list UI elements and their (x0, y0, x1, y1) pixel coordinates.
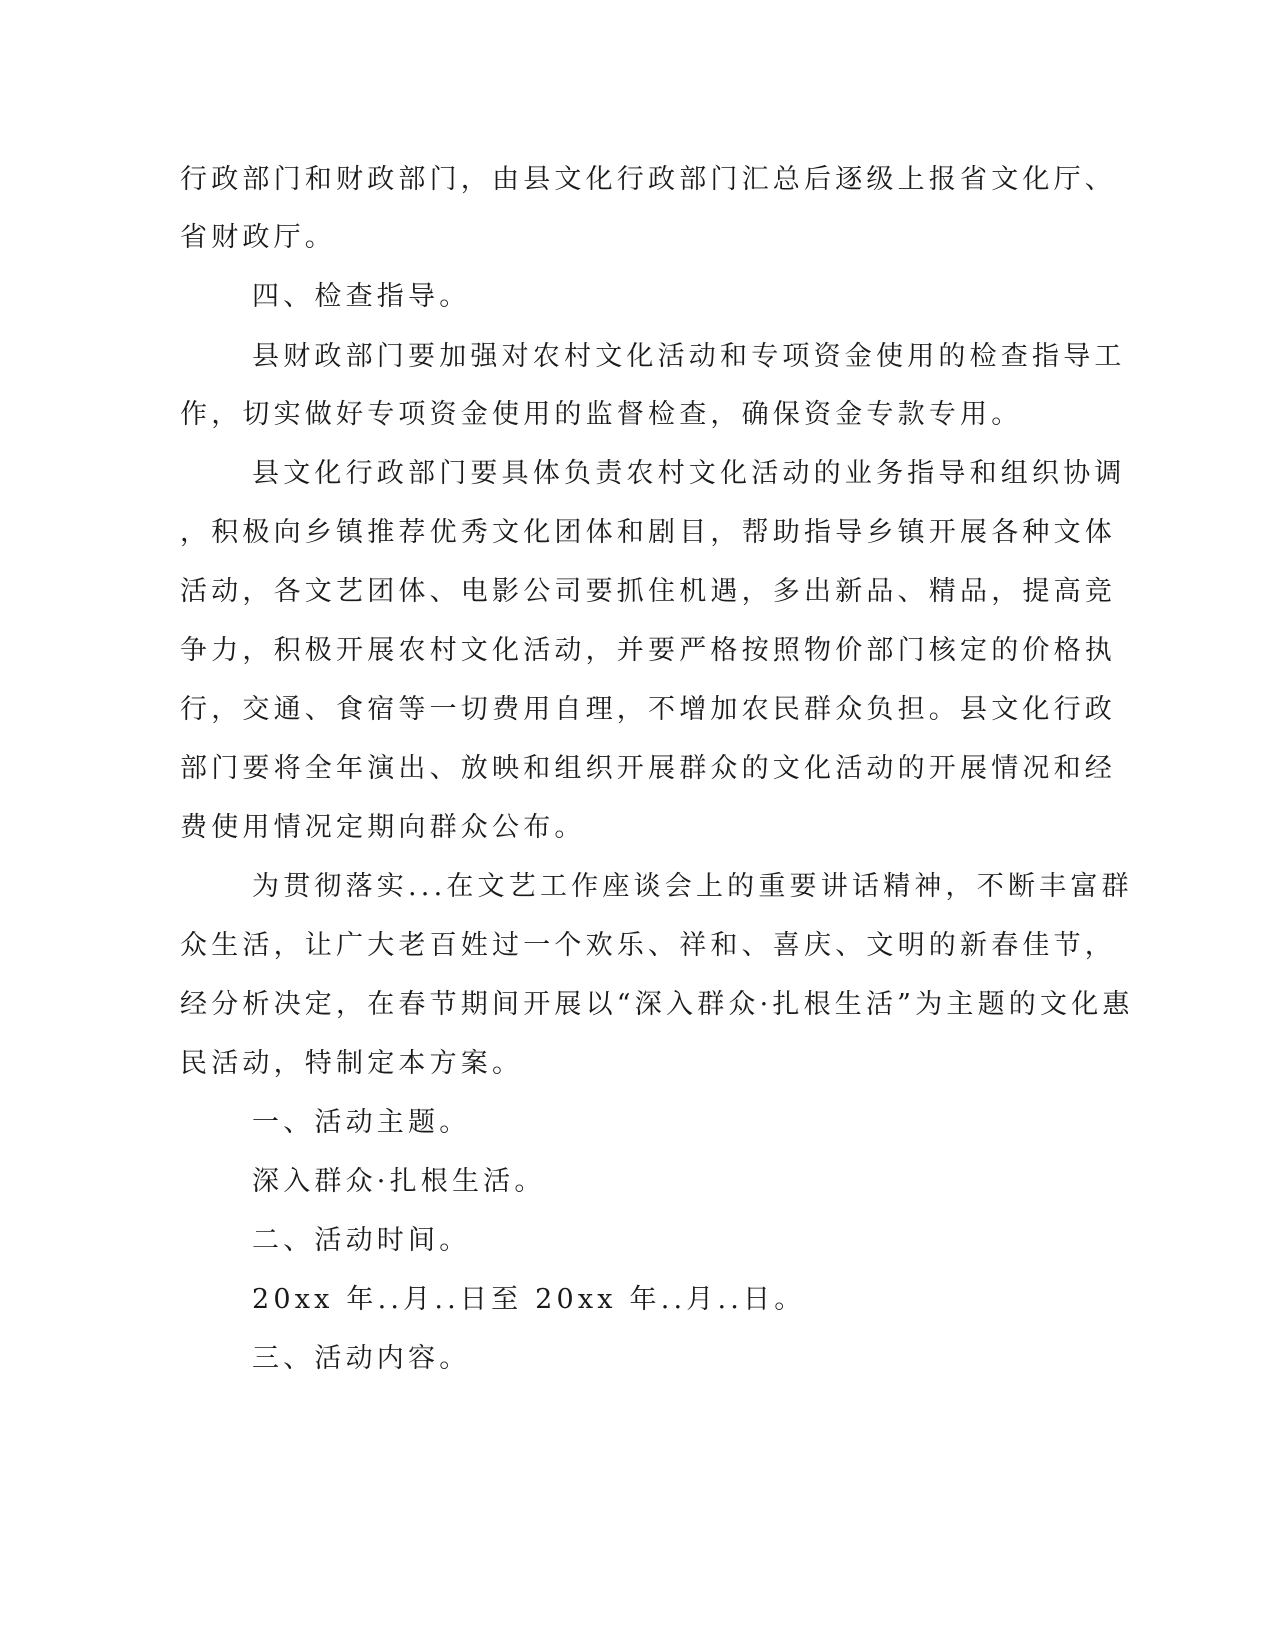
text-line: 活动，各文艺团体、电影公司要抓住机遇，多出新品、精品，提高竞 (180, 576, 1116, 607)
text-line: 费使用情况定期向群众公布。 (180, 812, 586, 843)
text-line: 为贯彻落实...在文艺工作座谈会上的重要讲话精神，不断丰富群 (252, 871, 1133, 902)
section-heading: 二、活动时间。 (252, 1225, 471, 1256)
text-line: 部门要将全年演出、放映和组织开展群众的文化活动的开展情况和经 (180, 753, 1116, 784)
text-line: 行政部门和财政部门，由县文化行政部门汇总后逐级上报省文化厅、 (180, 164, 1116, 195)
section-heading: 四、检查指导。 (252, 281, 471, 312)
text-line: 民活动，特制定本方案。 (180, 1048, 524, 1079)
section-heading: 一、活动主题。 (252, 1107, 471, 1138)
text-line: 众生活，让广大老百姓过一个欢乐、祥和、喜庆、文明的新春佳节， (180, 930, 1116, 961)
text-line: ，积极向乡镇推荐优秀文化团体和剧目，帮助指导乡镇开展各种文体 (180, 517, 1116, 548)
text-line: 作，切实做好专项资金使用的监督检查，确保资金专款专用。 (180, 399, 1023, 430)
text-line: 县文化行政部门要具体负责农村文化活动的业务指导和组织协调 (252, 458, 1126, 489)
text-line: 行，交通、食宿等一切费用自理，不增加农民群众负担。县文化行政 (180, 694, 1116, 725)
text-line: 省财政厅。 (180, 222, 336, 253)
text-line: 经分析决定，在春节期间开展以“深入群众·扎根生活”为主题的文化惠 (180, 989, 1134, 1020)
text-line: 深入群众·扎根生活。 (252, 1166, 546, 1197)
section-heading: 三、活动内容。 (252, 1343, 471, 1374)
text-line: 20xx 年..月..日至 20xx 年..月..日。 (252, 1284, 806, 1315)
text-line: 县财政部门要加强对农村文化活动和专项资金使用的检查指导工 (252, 341, 1126, 372)
text-line: 争力，积极开展农村文化活动，并要严格按照物价部门核定的价格执 (180, 635, 1116, 666)
